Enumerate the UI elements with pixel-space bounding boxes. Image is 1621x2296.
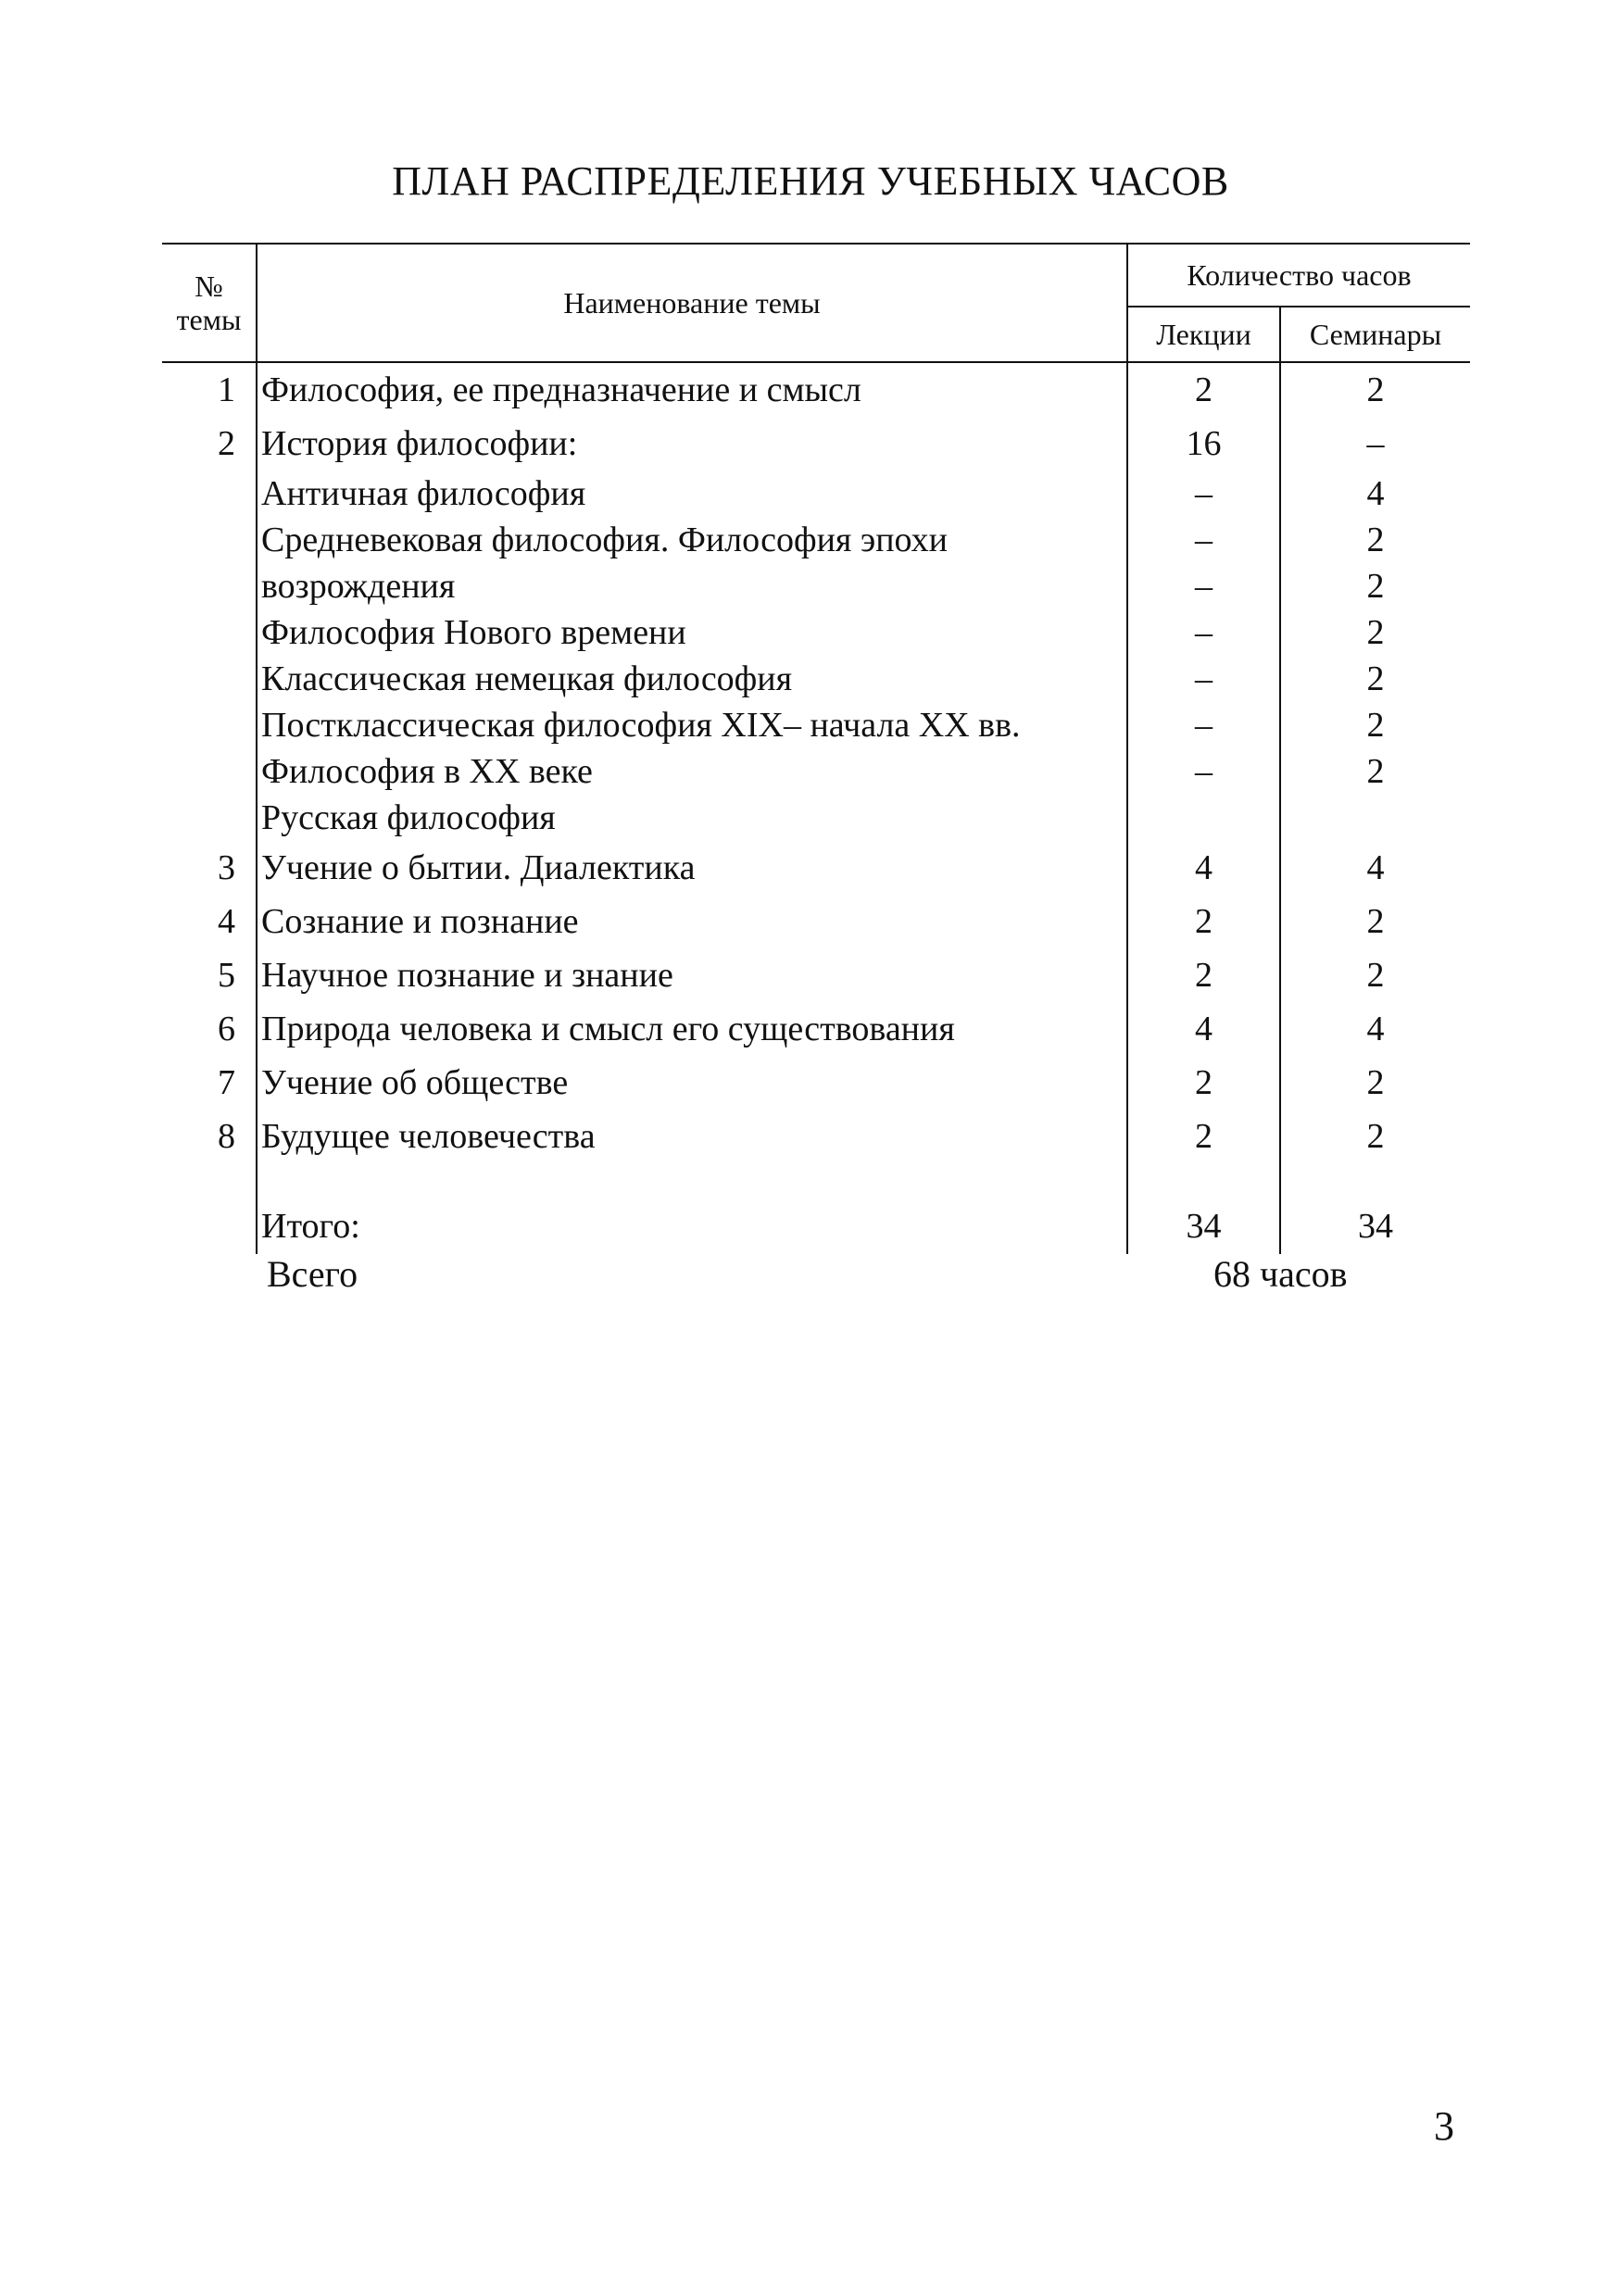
- lecture-hours: –: [1127, 517, 1280, 563]
- table-row: [162, 748, 1470, 795]
- total-label: Итого:: [257, 1198, 1127, 1254]
- topic-name: Классическая немецкая философия: [257, 656, 1127, 702]
- header-lectures: Лекции: [1127, 307, 1280, 362]
- lecture-hours: –: [1127, 609, 1280, 656]
- seminar-hours: 2: [1280, 948, 1470, 1002]
- grand-total-label: Всего: [267, 1253, 358, 1295]
- table-row: [162, 1110, 1470, 1163]
- seminar-hours: 2: [1280, 656, 1470, 702]
- seminar-hours: 4: [1280, 470, 1470, 517]
- page-title: ПЛАН РАСПРЕДЕЛЕНИЯ УЧЕБНЫХ ЧАСОВ: [392, 158, 1229, 204]
- lecture-hours: 16: [1127, 417, 1280, 470]
- topic-number: [162, 470, 257, 517]
- topic-name: Научное познание и знание: [257, 948, 1127, 1002]
- lecture-hours: –: [1127, 470, 1280, 517]
- topic-name: Философия в XX веке: [257, 748, 1127, 795]
- lecture-hours: 2: [1127, 1110, 1280, 1163]
- table-row: [162, 895, 1470, 948]
- table-row: [162, 1002, 1470, 1056]
- topic-name: Средневековая философия. Философия эпохи: [257, 517, 1127, 563]
- lecture-hours: 2: [1127, 895, 1280, 948]
- topic-name: Философия, ее предназначение и смысл: [257, 362, 1127, 417]
- topic-name: Учение о бытии. Диалектика: [257, 841, 1127, 895]
- topic-name: возрождения: [257, 563, 1127, 609]
- seminar-hours: 2: [1280, 895, 1470, 948]
- table-row: [162, 470, 1470, 517]
- seminar-hours: 2: [1280, 609, 1470, 656]
- header-hours-count: Количество часов: [1127, 244, 1470, 307]
- lecture-hours: [1127, 795, 1280, 841]
- seminar-hours: 2: [1280, 1110, 1470, 1163]
- seminar-hours: [1280, 795, 1470, 841]
- table-row: [162, 795, 1470, 841]
- topic-number: 8: [218, 1117, 235, 1156]
- topic-name: Русская философия: [257, 795, 1127, 841]
- topic-number: [162, 702, 257, 748]
- lecture-hours: 2: [1127, 362, 1280, 417]
- seminar-hours: 4: [1280, 1002, 1470, 1056]
- page-number: 3: [1434, 2103, 1454, 2149]
- total-lecture-hours: 34: [1127, 1198, 1280, 1254]
- header-number-label: темы: [176, 303, 242, 336]
- table-row: [162, 563, 1470, 609]
- seminar-hours: 4: [1280, 841, 1470, 895]
- topic-number: 4: [218, 902, 235, 941]
- table-row: [162, 841, 1470, 895]
- header-topic-number: [162, 244, 257, 362]
- topic-number: 3: [218, 848, 235, 887]
- header-number-sign: №: [195, 270, 223, 303]
- topic-name: Античная философия: [257, 470, 1127, 517]
- topic-number: [162, 795, 257, 841]
- topic-name: Учение об обществе: [257, 1056, 1127, 1110]
- grand-total-value: 68 часов: [1213, 1253, 1348, 1295]
- lecture-hours: 2: [1127, 948, 1280, 1002]
- seminar-hours: 2: [1280, 702, 1470, 748]
- table-row: [162, 609, 1470, 656]
- topic-name: Сознание и познание: [257, 895, 1127, 948]
- table-row: [162, 1056, 1470, 1110]
- lecture-hours: –: [1127, 563, 1280, 609]
- topic-number: 1: [218, 370, 235, 409]
- table-row: [162, 517, 1470, 563]
- seminar-hours: 2: [1280, 563, 1470, 609]
- lecture-hours: 4: [1127, 1002, 1280, 1056]
- table-row: [162, 948, 1470, 1002]
- lecture-hours: –: [1127, 656, 1280, 702]
- hours-plan-table: [162, 243, 1470, 1254]
- seminar-hours: 2: [1280, 748, 1470, 795]
- seminar-hours: 2: [1280, 362, 1470, 417]
- lecture-hours: 4: [1127, 841, 1280, 895]
- topic-name: История философии:: [257, 417, 1127, 470]
- table-row: [162, 362, 1470, 417]
- table-spacer-row: [162, 1163, 1470, 1198]
- topic-name: Философия Нового времени: [257, 609, 1127, 656]
- header-seminars: Семинары: [1280, 307, 1470, 362]
- total-seminar-hours: 34: [1280, 1198, 1470, 1254]
- seminar-hours: 2: [1280, 1056, 1470, 1110]
- topic-number: [162, 563, 257, 609]
- topic-number: [162, 656, 257, 702]
- table-row: [162, 417, 1470, 470]
- table-row: [162, 656, 1470, 702]
- topic-number: [162, 517, 257, 563]
- topic-number: 2: [218, 424, 235, 463]
- topic-number: [162, 748, 257, 795]
- lecture-hours: 2: [1127, 1056, 1280, 1110]
- topic-number: 5: [218, 956, 235, 995]
- topic-name: Будущее человечества: [257, 1110, 1127, 1163]
- seminar-hours: –: [1280, 417, 1470, 470]
- topic-name: Природа человека и смысл его существования: [257, 1002, 1127, 1056]
- topic-number: 7: [218, 1063, 235, 1102]
- lecture-hours: –: [1127, 702, 1280, 748]
- topic-number: [162, 609, 257, 656]
- table-total-row: [162, 1198, 1470, 1254]
- table-row: [162, 702, 1470, 748]
- header-topic-name: Наименование темы: [257, 244, 1127, 362]
- seminar-hours: 2: [1280, 517, 1470, 563]
- topic-name: Постклассическая философия XIX– начала XX вв.: [257, 702, 1127, 748]
- lecture-hours: –: [1127, 748, 1280, 795]
- topic-number: 6: [218, 1010, 235, 1048]
